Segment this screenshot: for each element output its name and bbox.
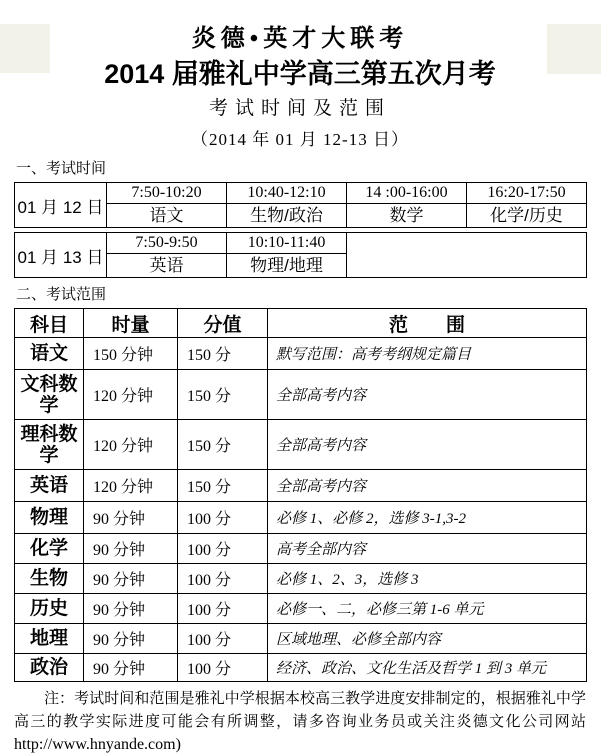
table-row <box>15 564 587 594</box>
header-score: 分值 <box>178 309 268 338</box>
header-range: 范 围 <box>268 309 587 338</box>
scope-subject: 英语 <box>15 470 84 502</box>
scope-range: 经济、政治、文化生活及哲学 1 到 3 单元 <box>268 654 587 682</box>
scope-duration: 150 分钟 <box>84 338 178 370</box>
scope-subject: 政治 <box>15 654 84 682</box>
subject-cell: 语文 <box>107 204 227 228</box>
scope-subject: 语文 <box>15 338 84 370</box>
scope-range: 区域地理、必修全部内容 <box>268 624 587 654</box>
scope-score: 100 分 <box>178 564 268 594</box>
table-row <box>15 370 587 420</box>
time-slot-cell: 7:50-9:50 <box>107 233 227 254</box>
header-duration: 时量 <box>84 309 178 338</box>
section-exam-time: 一、考试时间 <box>16 160 107 177</box>
scope-score: 100 分 <box>178 502 268 534</box>
scope-duration: 90 分钟 <box>84 624 178 654</box>
scope-range: 全部高考内容 <box>268 420 587 470</box>
table-row <box>15 338 587 370</box>
exam-scope-table <box>14 308 587 682</box>
document-page <box>0 24 601 756</box>
time-slot-cell: 14 :00-16:00 <box>347 183 467 204</box>
footnote-text: 注：考试时间和范围是雅礼中学根据本校高三教学进度安排制定的，根据雅礼中学高三的教学实际进度可能会有所调整，请多咨询业务员或关注炎德文化公司网站 <box>14 690 586 730</box>
scope-score: 100 分 <box>178 654 268 682</box>
scope-range: 全部高考内容 <box>268 370 587 420</box>
scope-score: 150 分 <box>178 470 268 502</box>
scope-subject: 生物 <box>15 564 84 594</box>
scope-duration: 90 分钟 <box>84 564 178 594</box>
document-subtitle: 考试时间及范围 <box>208 98 391 119</box>
scope-range: 全部高考内容 <box>268 470 587 502</box>
scope-score: 150 分 <box>178 370 268 420</box>
footnote <box>14 687 586 756</box>
scope-duration: 90 分钟 <box>84 654 178 682</box>
table-row <box>15 470 587 502</box>
table-row <box>15 233 587 254</box>
scope-subject: 物理 <box>15 502 84 534</box>
scope-score: 100 分 <box>178 534 268 564</box>
scope-score: 150 分 <box>178 420 268 470</box>
section-exam-scope: 二、考试范围 <box>16 286 107 303</box>
brand-title: 炎德•英才大联考 <box>191 26 409 52</box>
exam-date-cell: 01 月 13 日 <box>15 233 107 278</box>
table-row <box>15 624 587 654</box>
scope-score: 100 分 <box>178 594 268 624</box>
table-row <box>15 420 587 470</box>
scope-range: 默写范围：高考考纲规定篇目 <box>268 338 587 370</box>
scope-duration: 90 分钟 <box>84 502 178 534</box>
scope-duration: 120 分钟 <box>84 420 178 470</box>
scope-subject: 理科数学 <box>15 420 84 470</box>
table-row <box>15 534 587 564</box>
table-row <box>15 594 587 624</box>
exam-time-table-day1 <box>14 182 587 228</box>
exam-date-range: （2014 年 01 月 12-13 日） <box>191 130 409 149</box>
time-slot-cell: 16:20-17:50 <box>467 183 587 204</box>
table-row <box>15 183 587 204</box>
time-slot-cell: 7:50-10:20 <box>107 183 227 204</box>
subject-cell: 物理/地理 <box>227 254 347 278</box>
empty-cell <box>347 233 587 278</box>
scope-duration: 120 分钟 <box>84 470 178 502</box>
table-header-row <box>15 309 587 338</box>
subject-cell: 英语 <box>107 254 227 278</box>
subject-cell: 数学 <box>347 204 467 228</box>
table-row <box>15 502 587 534</box>
scope-score: 150 分 <box>178 338 268 370</box>
scope-subject: 历史 <box>15 594 84 624</box>
scope-range: 必修 1、2、3，选修 3 <box>268 564 587 594</box>
scope-range: 高考全部内容 <box>268 534 587 564</box>
subject-cell: 生物/政治 <box>227 204 347 228</box>
exam-title: 2014 届雅礼中学高三第五次月考 <box>104 59 496 89</box>
scope-score: 100 分 <box>178 624 268 654</box>
table-row <box>15 654 587 682</box>
scope-range: 必修 1、必修 2，选修 3-1,3-2 <box>268 502 587 534</box>
subject-cell: 化学/历史 <box>467 204 587 228</box>
scope-subject: 化学 <box>15 534 84 564</box>
website-url: http://www.hnyande.com) <box>14 736 181 753</box>
document-content <box>0 24 601 756</box>
scope-subject: 文科数学 <box>15 370 84 420</box>
scope-duration: 120 分钟 <box>84 370 178 420</box>
scope-duration: 90 分钟 <box>84 594 178 624</box>
time-slot-cell: 10:40-12:10 <box>227 183 347 204</box>
scope-duration: 90 分钟 <box>84 534 178 564</box>
scope-subject: 地理 <box>15 624 84 654</box>
exam-time-table-day2 <box>14 232 587 278</box>
scope-range: 必修一、二，必修三第 1-6 单元 <box>268 594 587 624</box>
exam-date-cell: 01 月 12 日 <box>15 183 107 228</box>
header-subject: 科目 <box>15 309 84 338</box>
time-slot-cell: 10:10-11:40 <box>227 233 347 254</box>
